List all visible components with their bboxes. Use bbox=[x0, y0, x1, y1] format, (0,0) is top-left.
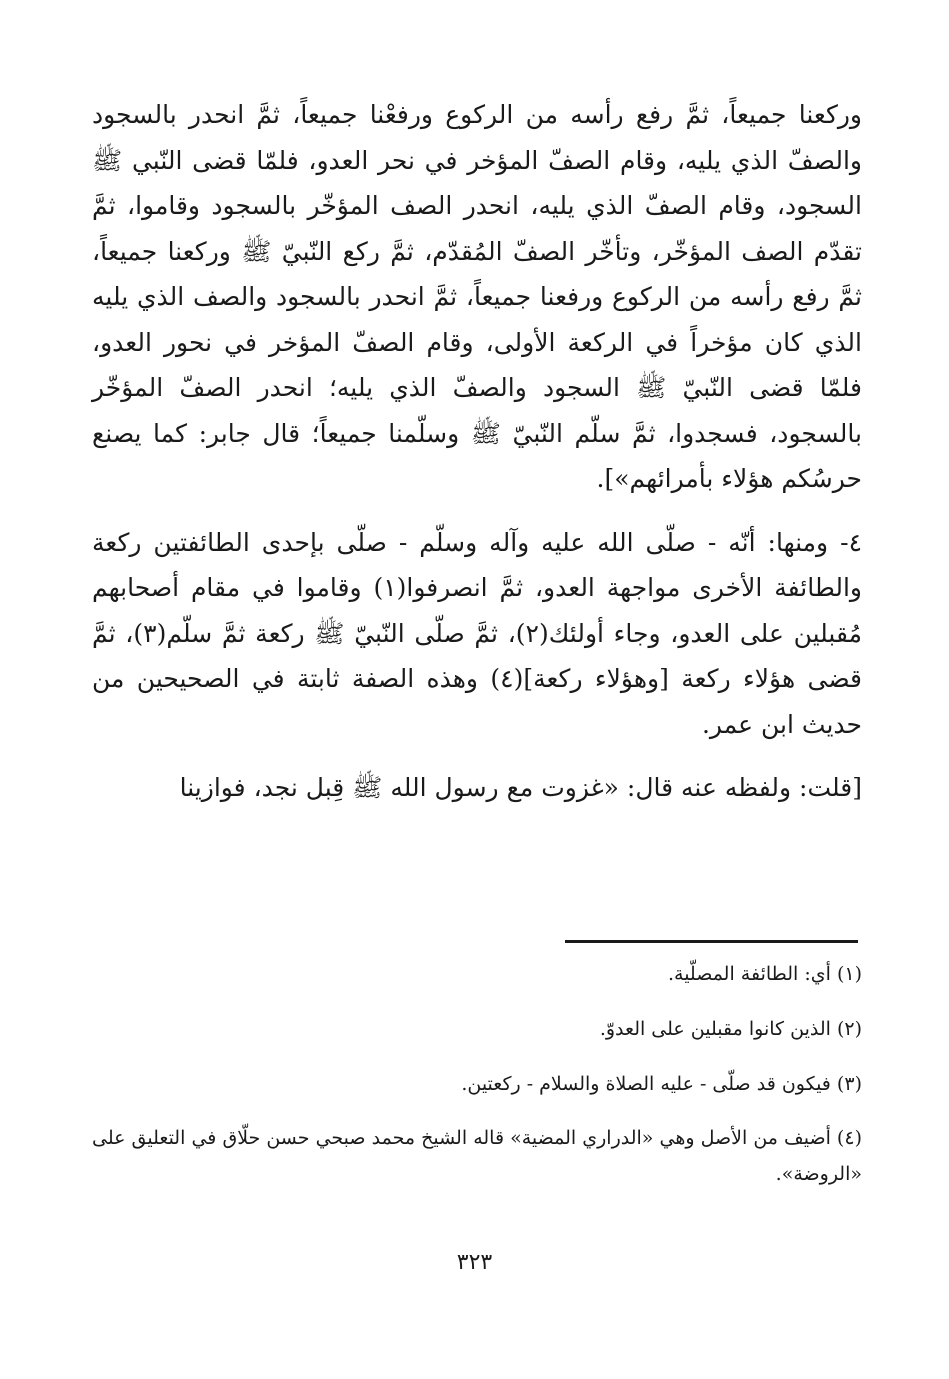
paragraph-hadith-continuation: وركعنا جميعاً، ثمَّ رفع رأسه من الركوع ورفعْنا جميعاً، ثمَّ انحدر بالسجود والصفّ الذي يليه، وقام الصفّ المؤخر في نحر العدو، فلمّا قضى النّبي ﷺ السجود، وقام الصفّ الذي يليه، انحدر الصف المؤخّر بالسجود وقاموا، ثمَّ تقدّم الصف المؤخّر، وتأخّر الصفّ المُقدّم، ثمَّ ركع النّبيّ ﷺ وركعنا جميعاً، ثمَّ رفع رأسه من الركوع ورفعنا جميعاً، ثمَّ انحدر بالسجود والصف الذي يليه الذي كان مؤخراً في الركعة الأولى، وقام الصفّ المؤخر في نحور العدو، فلمّا قضى النّبيّ ﷺ السجود والصفّ الذي يليه؛ انحدر الصفّ المؤخّر بالسجود، فسجدوا، ثمَّ سلّم النّبيّ ﷺ وسلّمنا جميعاً؛ قال جابر: كما يصنع حرسُكم هؤلاء بأمرائهم»]. bbox=[92, 100, 862, 493]
paragraph-fourth-method: ٤- ومنها: أنّه - صلّى الله عليه وآله وسلّم - صلّى بإحدى الطائفتين ركعة والطائفة الأخرى مواجهة العدو، ثمَّ انصرفوا(١) وقاموا في مقام أصحابهم مُقبلين على العدو، وجاء أولئك(٢)، ثمَّ صلّى النّبيّ ﷺ ركعة ثمَّ سلّم(٣)، ثمَّ قضى هؤلاء ركعة [وهؤلاء ركعة](٤) وهذه الصفة ثابتة في الصحيحين من حديث ابن عمر. bbox=[92, 527, 862, 739]
footnote-1: (١) أي: الطائفة المصلّية. bbox=[667, 963, 862, 985]
paragraph-quote-start: [قلت: ولفظه عنه قال: «غزوت مع رسول الله ﷺ قِبل نجد، فوازينا bbox=[179, 773, 862, 802]
footnote-2: (٢) الذين كانوا مقبلين على العدوّ. bbox=[599, 1018, 862, 1040]
footnote-3: (٣) فيكون قد صلّى - عليه الصلاة والسلام - ركعتين. bbox=[461, 1073, 862, 1095]
page-number: ٣٢٣ bbox=[456, 1250, 493, 1275]
footnote-separator bbox=[565, 940, 858, 943]
main-text-body bbox=[92, 92, 862, 811]
footnotes bbox=[92, 955, 862, 1192]
footnote-4: (٤) أضيف من الأصل وهي «الدراري المضية» قاله الشيخ محمد صبحي حسن حلّاق في التعليق على «الروضة». bbox=[92, 1127, 862, 1185]
